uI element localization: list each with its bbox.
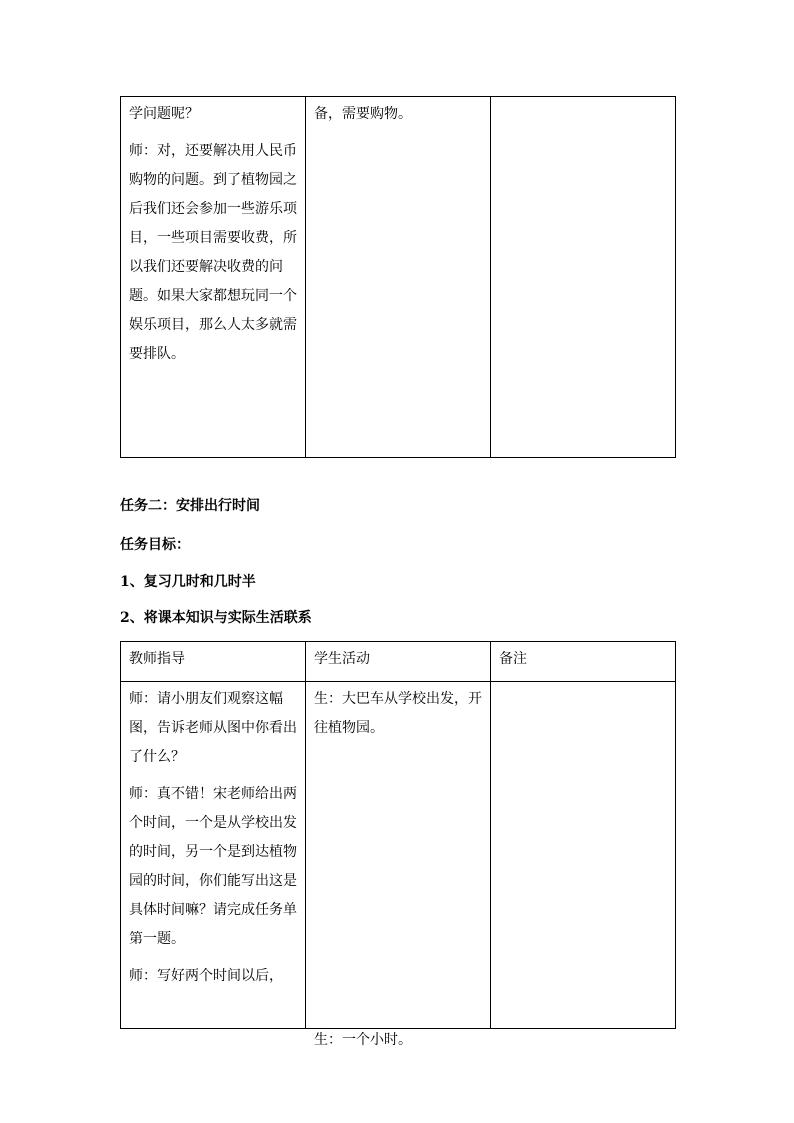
lesson-table-continued [120,96,676,458]
teacher-text: 师：写好两个时间以后， [129,968,283,984]
notes-cell [491,97,676,458]
student-activity-cell [306,97,491,458]
teacher-text: 师：真不错！宋老师给出两个时间，一个是从学校出发的时间，另一个是到达植物园的时间，你们能写出这是具体时间嘛？请完成任务单第一题。 [129,786,297,947]
teacher-text: 学问题呢？ [129,106,199,122]
teacher-guidance-cell [121,682,306,1029]
teacher-text: 师：请小朋友们观察这幅图，告诉老师从图中你看出了什么？ [129,691,297,765]
student-text: 生：大巴车从学校出发，开往植物园。 [314,691,482,736]
teacher-text: 师：对，还要解决用人民币购物的问题。到了植物园之后我们还会参加一些游乐项目，一些项目需要收费，所以我们还要解决收费的问题。如果大家都想玩同一个娱乐项目，那么人太多就需要排队。 [129,143,297,362]
task-goal-item: 1、复习几时和几时半 [120,574,256,590]
lesson-table [120,641,676,1048]
header-notes: 备注 [491,642,676,682]
student-text: 生：一个小时。 [314,1032,412,1048]
student-text: 备，需要购物。 [314,106,412,122]
task-goal-label: 任务目标： [120,537,190,553]
teacher-guidance-cell [121,97,306,458]
task-title: 任务二：安排出行时间 [120,498,260,514]
header-teacher-guidance: 教师指导 [121,642,306,682]
header-student-activity: 学生活动 [306,642,491,682]
task-goal-item: 2、将课本知识与实际生活联系 [120,610,312,626]
notes-cell [491,682,676,1029]
student-activity-cell [306,682,491,1048]
